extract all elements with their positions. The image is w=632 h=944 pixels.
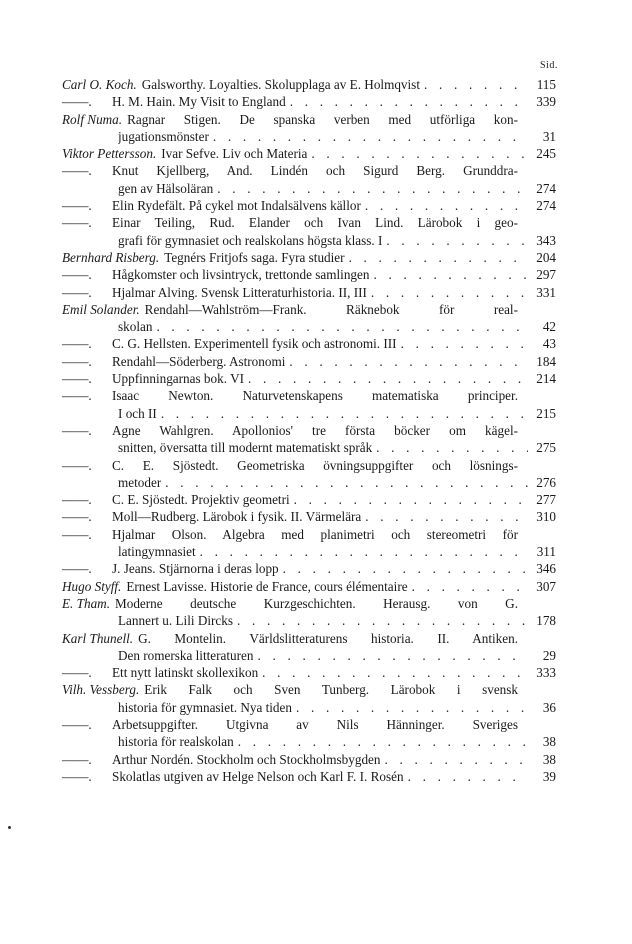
leader-dots (200, 543, 528, 560)
entry-title: C. E. Sjöstedt. Projektiv geometri (112, 492, 290, 508)
entry-page: 215 (536, 405, 556, 421)
index-entry (62, 93, 556, 110)
entry-page: 275 (536, 440, 556, 456)
entry-page: 178 (536, 613, 556, 629)
entry-page: 276 (536, 474, 556, 490)
entry-title: J. Jeans. Stjärnorna i deras lopp (112, 561, 279, 577)
entry-page: 36 (542, 699, 556, 715)
leader-dots (213, 128, 528, 145)
index-entry (62, 491, 556, 508)
entry-line (62, 733, 556, 750)
entry-title: Erik Falk och Sven Tunberg. Lärobok i svensk (144, 682, 518, 698)
entry-page: 184 (536, 353, 556, 369)
scan-mark (8, 826, 11, 829)
entry-author: ——. (62, 353, 92, 369)
entry-page: 204 (536, 249, 556, 265)
index-entry (62, 508, 556, 525)
entry-line (62, 301, 518, 318)
index-entry (62, 768, 556, 785)
entry-page: 297 (536, 267, 556, 283)
leader-dots (365, 508, 528, 525)
index-entry (62, 353, 556, 370)
entry-author: Karl Thunell. (62, 630, 134, 646)
entry-page: 331 (536, 284, 556, 300)
entry-author: ——. (62, 371, 92, 387)
entry-line (62, 93, 556, 110)
entry-title: Galsworthy. Loyalties. Skolupplaga av E. Holmqvist (141, 77, 420, 92)
entry-page: 310 (536, 509, 556, 525)
entry-title: Uppfinningarnas bok. VI (112, 371, 244, 387)
entry-line (62, 699, 556, 716)
index-entry (62, 560, 556, 577)
leader-dots (349, 249, 528, 266)
entry-author: ——. (62, 336, 92, 352)
entry-line (62, 232, 556, 249)
entry-title: H. M. Hain. My Visit to England (112, 94, 286, 110)
entry-author: Emil Solander. (62, 301, 140, 317)
entry-title: C. E. Sjöstedt. Geometriska övningsuppgifter och lösnings- (112, 457, 518, 473)
entry-author: Viktor Pettersson. (62, 146, 157, 162)
entry-line (62, 249, 556, 266)
entry-page: 38 (542, 751, 556, 767)
index-entry (62, 422, 556, 457)
leader-dots (373, 266, 528, 283)
page-column-label: Sid. (540, 60, 558, 71)
entry-page: 42 (542, 319, 556, 335)
entry-title: Ernest Lavisse. Historie de France, cours élémentaire (126, 578, 408, 594)
index-entry (62, 664, 556, 681)
entry-title: gen av Hälsoläran (118, 180, 214, 196)
entry-author: ——. (62, 561, 92, 577)
leader-dots (289, 353, 528, 370)
entry-page: 31 (542, 128, 556, 144)
entry-author: ——. (62, 215, 92, 231)
entry-line (62, 128, 556, 145)
leader-dots (237, 612, 528, 629)
entry-author: ——. (62, 492, 92, 508)
entry-line (62, 768, 556, 785)
entry-line (62, 491, 556, 508)
entry-title: Isaac Newton. Naturvetenskapens matematiska principer. (112, 388, 518, 404)
entry-line (62, 197, 556, 214)
entry-page: 307 (536, 578, 556, 594)
entry-author: ——. (62, 94, 92, 110)
entry-author: ——. (62, 388, 92, 404)
entry-title: Ivar Sefve. Liv och Materia (161, 146, 308, 162)
entry-line (62, 439, 556, 456)
entry-page: 343 (536, 232, 556, 248)
entry-author: Bernhard Risberg. (62, 249, 160, 265)
entry-line (62, 526, 518, 543)
entry-page: 333 (536, 665, 556, 681)
entry-author: ——. (62, 457, 92, 473)
entry-line (62, 716, 518, 733)
entry-author: ——. (62, 768, 92, 784)
entry-title: Moll—Rudberg. Lärobok i fysik. II. Värmelära (112, 509, 362, 525)
entry-title: Hågkomster och livsintryck, trettonde samlingen (112, 267, 370, 283)
index-entry (62, 284, 556, 301)
entry-line (62, 508, 556, 525)
leader-dots (386, 232, 528, 249)
leader-dots (296, 699, 528, 716)
leader-dots (311, 145, 528, 162)
entry-line (62, 751, 556, 768)
entry-title: historia för gymnasiet. Nya tiden (118, 699, 292, 715)
entry-title: Lannert u. Lili Dircks (118, 613, 233, 629)
entry-page: 245 (536, 146, 556, 162)
index-entry (62, 751, 556, 768)
entry-title: I och II (118, 405, 157, 421)
leader-dots (376, 439, 528, 456)
leader-dots (365, 197, 528, 214)
index-entry (62, 681, 556, 716)
entry-title: Tegnérs Fritjofs saga. Fyra studier (164, 249, 345, 265)
entry-line (62, 457, 518, 474)
entry-title: Ett nytt latinskt skollexikon (112, 665, 259, 681)
entry-title: grafi för gymnasiet och realskolans högsta klass. I (118, 232, 383, 248)
entry-title: skolan (118, 319, 153, 335)
entry-author: Hugo Styff. (62, 578, 122, 594)
index-entry (62, 266, 556, 283)
entry-line (62, 387, 518, 404)
index-entry (62, 249, 556, 266)
index-entry (62, 111, 556, 146)
entry-author: E. Tham. (62, 595, 110, 611)
entry-title: G. Montelin. Världslitteraturens historia. II. Antiken. (138, 630, 518, 646)
entry-title: Skolatlas utgiven av Helge Nelson och Karl F. I. Rosén (112, 768, 404, 784)
entry-title: Moderne deutsche Kurzgeschichten. Herausg. von G. (115, 595, 518, 611)
leader-dots (217, 180, 528, 197)
index-entries (62, 76, 556, 785)
entry-page: 346 (536, 561, 556, 577)
entry-author: Rolf Numa. (62, 111, 123, 127)
entry-title: Den romerska litteraturen (118, 647, 254, 663)
entry-author: ——. (62, 422, 92, 438)
index-entry (62, 630, 556, 665)
index-entry (62, 578, 556, 595)
leader-dots (283, 560, 528, 577)
entry-page: 38 (542, 734, 556, 750)
entry-line (62, 335, 556, 352)
leader-dots (262, 664, 528, 681)
leader-dots (165, 474, 528, 491)
entry-line (62, 76, 556, 93)
index-entry (62, 197, 556, 214)
index-entry (62, 387, 556, 422)
index-entry (62, 595, 556, 630)
leader-dots (238, 733, 528, 750)
entry-line (62, 266, 556, 283)
entry-line (62, 111, 518, 128)
entry-title: C. G. Hellsten. Experimentell fysik och astronomi. III (112, 336, 397, 352)
index-entry (62, 526, 556, 561)
entry-page: 29 (542, 647, 556, 663)
entry-title: Arthur Nordén. Stockholm och Stockholmsbygden (112, 751, 381, 767)
entry-title: Agne Wahlgren. Apollonios' tre första böcker om kägel- (112, 422, 518, 438)
index-entry (62, 335, 556, 352)
entry-page: 311 (536, 544, 556, 560)
entry-line (62, 214, 518, 231)
entry-line (62, 612, 556, 629)
entry-line (62, 422, 518, 439)
entry-line (62, 647, 556, 664)
index-entry (62, 457, 556, 492)
index-entry (62, 716, 556, 751)
entry-page: 339 (536, 94, 556, 110)
leader-dots (424, 76, 528, 93)
entry-line (62, 595, 518, 612)
leader-dots (161, 405, 528, 422)
entry-author: Vilh. Vessberg. (62, 682, 140, 698)
index-entry (62, 145, 556, 162)
index-entry (62, 162, 556, 197)
entry-title: Rendahl—Söderberg. Astronomi (112, 353, 286, 369)
entry-page: 115 (536, 77, 556, 92)
entry-author: ——. (62, 163, 92, 179)
entry-title: Hjalmar Olson. Algebra med planimetri och stereometri för (112, 526, 518, 542)
entry-line (62, 474, 556, 491)
entry-title: Elin Rydefält. På cykel mot Indalsälvens källor (112, 198, 361, 214)
entry-line (62, 145, 556, 162)
entry-line (62, 284, 556, 301)
entry-title: Hjalmar Alving. Svensk Litteraturhistoria. II, III (112, 284, 367, 300)
entry-line (62, 162, 518, 179)
leader-dots (412, 578, 528, 595)
leader-dots (384, 751, 528, 768)
entry-title: jugationsmönster (118, 128, 209, 144)
entry-title: historia för realskolan (118, 734, 234, 750)
entry-line (62, 681, 518, 698)
entry-author: ——. (62, 665, 92, 681)
leader-dots (401, 335, 528, 352)
index-entry (62, 214, 556, 249)
entry-page: 274 (536, 180, 556, 196)
entry-author: ——. (62, 751, 92, 767)
entry-title: latingymnasiet (118, 544, 196, 560)
entry-author: ——. (62, 716, 92, 732)
entry-author: Carl O. Koch. (62, 77, 137, 92)
leader-dots (156, 318, 528, 335)
entry-title: Knut Kjellberg, And. Lindén och Sigurd Berg. Grunddra- (112, 163, 518, 179)
entry-page: 274 (536, 198, 556, 214)
leader-dots (257, 647, 528, 664)
leader-dots (294, 491, 528, 508)
entry-title: Einar Teiling, Rud. Elander och Ivan Lind. Lärobok i geo- (112, 215, 518, 231)
entry-line (62, 543, 556, 560)
entry-page: 39 (542, 768, 556, 784)
index-entry (62, 76, 556, 93)
entry-page: 277 (536, 492, 556, 508)
entry-line (62, 664, 556, 681)
entry-author: ——. (62, 509, 92, 525)
entry-line (62, 578, 556, 595)
entry-author: ——. (62, 284, 92, 300)
entry-title: Rendahl—Wahlström—Frank. Räknebok för real- (144, 301, 518, 317)
leader-dots (371, 284, 528, 301)
entry-line (62, 180, 556, 197)
entry-author: ——. (62, 526, 92, 542)
entry-page: 214 (536, 371, 556, 387)
index-entry (62, 301, 556, 336)
entry-page: 43 (542, 336, 556, 352)
entry-author: ——. (62, 198, 92, 214)
entry-title: Arbetsuppgifter. Utgivna av Nils Hänninger. Sveriges (112, 716, 518, 732)
entry-line (62, 318, 556, 335)
entry-line (62, 560, 556, 577)
entry-title: metoder (118, 474, 162, 490)
leader-dots (248, 370, 528, 387)
entry-line (62, 630, 518, 647)
entry-title: snitten, översatta till modernt matematiskt språk (118, 440, 373, 456)
leader-dots (408, 768, 528, 785)
index-entry (62, 370, 556, 387)
entry-author: ——. (62, 267, 92, 283)
leader-dots (290, 93, 528, 110)
entry-title: Ragnar Stigen. De spanska verben med utförliga kon- (127, 111, 518, 127)
entry-line (62, 353, 556, 370)
entry-line (62, 370, 556, 387)
entry-line (62, 405, 556, 422)
